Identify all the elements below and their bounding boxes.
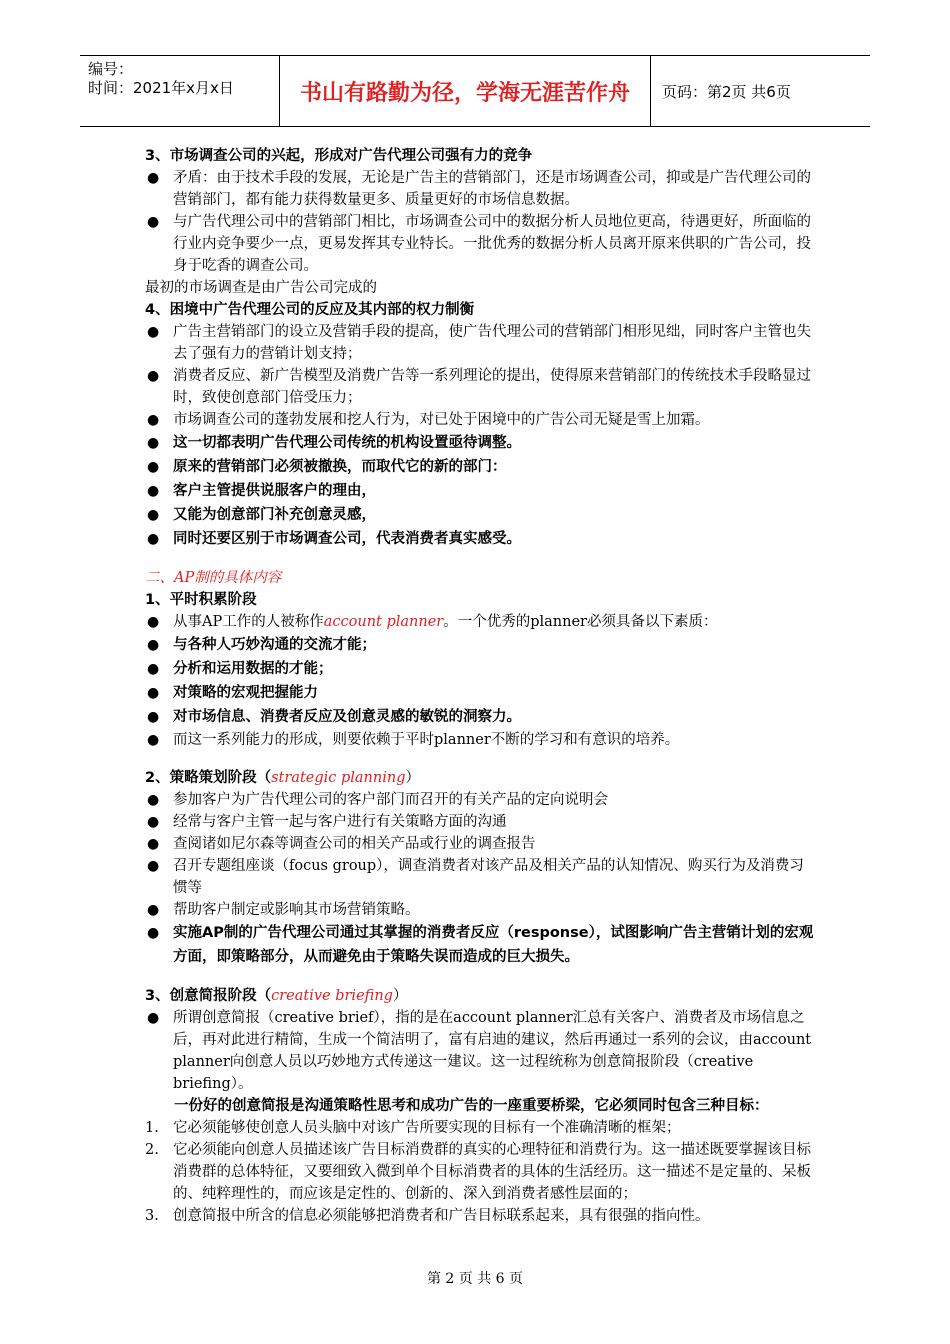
header-meta (80, 56, 280, 126)
bullet-icon: ● (147, 637, 160, 653)
list-item: ● 从事AP工作的人被称作account planner。一个优秀的planner必须具备以下素质： (145, 611, 815, 633)
list-item: ● 对市场信息、消费者反应及创意灵感的敏锐的洞察力。 (145, 705, 815, 729)
part2-heading: 二、AP制的具体内容 (145, 570, 282, 586)
bullet-icon: ● (147, 661, 160, 677)
list-item: ● 矛盾：由于技术手段的发展，无论是广告主的营销部门，还是市场调查公司，抑或是广告代理公司的营销部门，都有能力获得数量更多、质量更好的市场信息数据。 (145, 167, 815, 211)
bullet-icon: ● (147, 368, 160, 384)
list-item: ● 所谓创意简报（creative brief），指的是在account planner汇总有关客户、消费者及市场信息之后，再对此进行精简，生成一个简洁明了，富有启迪的建议，然后再通过一系列的会议，由account planner向创意人员以巧妙地方式传递这一建议。这一过程统称为创意简报阶段（creative briefing）。 (145, 1007, 815, 1095)
document-body (145, 145, 815, 1227)
page-header (80, 55, 870, 127)
list-item: ● 对策略的宏观把握能力 (145, 681, 815, 705)
bullet-icon: ● (147, 685, 160, 701)
bullet-icon: ● (147, 170, 160, 186)
list-item: ● 而这一系列能力的形成，则要依赖于平时planner不断的学习和有意识的培养。 (145, 729, 815, 751)
bullet-icon: ● (147, 814, 160, 830)
stage2-heading: 2、策略策划阶段（strategic planning） (145, 770, 420, 786)
bullet-icon: ● (147, 435, 160, 451)
bullet-icon: ● (147, 507, 160, 523)
bullet-icon: ● (147, 836, 160, 852)
list-item: ● 经常与客户主管一起与客户进行有关策略方面的沟通 (145, 811, 815, 833)
bullet-icon: ● (147, 459, 160, 475)
numbered-item: 1. 它必须能够使创意人员头脑中对该广告所要实现的目标有一个准确清晰的框架； (145, 1120, 681, 1136)
list-item: ● 帮助客户制定或影响其市场营销策略。 (145, 899, 815, 921)
bullet-icon: ● (147, 214, 160, 230)
code-label: 编号： (88, 60, 134, 78)
section3-heading: 3、市场调查公司的兴起，形成对广告代理公司强有力的竞争 (145, 148, 533, 164)
stage3-bold-paragraph: 一份好的创意简报是沟通策略性思考和成功广告的一座重要桥梁，它必须同时包含三种目标： (174, 1098, 769, 1114)
section3-note: 最初的市场调查是由广告公司完成的 (145, 280, 377, 296)
list-item: ● 这一切都表明广告代理公司传统的机构设置亟待调整。 (145, 431, 815, 455)
time-label: 时间：2021年x月x日 (88, 79, 234, 97)
numbered-item: 2. 它必须能向创意人员描述该广告目标消费群的真实的心理特征和消费行为。这一描述既要掌握该目标消费群的总体特征，又要细致入微到单个目标消费者的具体的生活经历。这一描述不是定量的、呆板的、纯粹理性的，而应该是定性的、创新的、深入到消费者感性层面的； (145, 1142, 811, 1202)
stage1-heading: 1、平时积累阶段 (145, 592, 257, 608)
list-item: ● 召开专题组座谈（focus group），调查消费者对该产品及相关产品的认知情况、购买行为及消费习惯等 (145, 855, 815, 899)
list-item: ● 同时还要区别于市场调查公司，代表消费者真实感受。 (145, 527, 815, 551)
bullet-icon: ● (147, 902, 160, 918)
bullet-icon: ● (147, 531, 160, 547)
list-item: ● 又能为创意部门补充创意灵感， (145, 503, 815, 527)
stage3-heading: 3、创意简报阶段（creative briefing） (145, 988, 408, 1004)
list-item: ● 客户主管提供说服客户的理由， (145, 479, 815, 503)
bullet-icon: ● (147, 858, 160, 874)
bullet-icon: ● (147, 1010, 160, 1026)
bullet-icon: ● (147, 792, 160, 808)
term-account-planner: account planner (323, 614, 444, 630)
bullet-icon: ● (147, 412, 160, 428)
list-item: ● 实施AP制的广告代理公司通过其掌握的消费者反应（response），试图影响广告主营销计划的宏观方面，即策略部分，从而避免由于策略失误而造成的巨大损失。 (145, 921, 815, 969)
bullet-icon: ● (147, 925, 160, 941)
section4-heading: 4、困境中广告代理公司的反应及其内部的权力制衡 (145, 302, 475, 318)
list-item: ● 与广告代理公司中的营销部门相比，市场调查公司中的数据分析人员地位更高，待遇更好，所面临的行业内竞争要少一点，更易发挥其专业特长。一批优秀的数据分析人员离开原来供职的广告公司，投身于吃香的调查公司。 (145, 211, 815, 277)
list-item: ● 消费者反应、新广告模型及消费广告等一系列理论的提出，使得原来营销部门的传统技术手段略显过时，致使创意部门倍受压力； (145, 365, 815, 409)
list-item: ● 查阅诸如尼尔森等调查公司的相关产品或行业的调查报告 (145, 833, 815, 855)
list-item: ● 原来的营销部门必须被撤换，而取代它的新的部门： (145, 455, 815, 479)
list-item: ● 与各种人巧妙沟通的交流才能； (145, 633, 815, 657)
list-item: ● 参加客户为广告代理公司的客户部门而召开的有关产品的定向说明会 (145, 789, 815, 811)
bullet-icon: ● (147, 324, 160, 340)
list-item: ● 分析和运用数据的才能； (145, 657, 815, 681)
header-page-label: 页码：第2页 共6页 (662, 82, 791, 101)
bullet-icon: ● (147, 709, 160, 725)
list-item: ● 广告主营销部门的设立及营销手段的提高，使广告代理公司的营销部门相形见绌，同时客户主管也失去了强有力的营销计划支持； (145, 321, 815, 365)
page-footer: 第 2 页 共 6 页 (426, 1271, 524, 1287)
list-item: ● 市场调查公司的蓬勃发展和挖人行为，对已处于困境中的广告公司无疑是雪上加霜。 (145, 409, 815, 431)
bullet-icon: ● (147, 614, 160, 630)
header-motto: 书山有路勤为径，学海无涯苦作舟 (280, 56, 651, 126)
numbered-item: 3. 创意简报中所含的信息必须能够把消费者和广告目标联系起来，具有很强的指向性。 (145, 1208, 710, 1224)
bullet-icon: ● (147, 483, 160, 499)
bullet-icon: ● (147, 732, 160, 748)
